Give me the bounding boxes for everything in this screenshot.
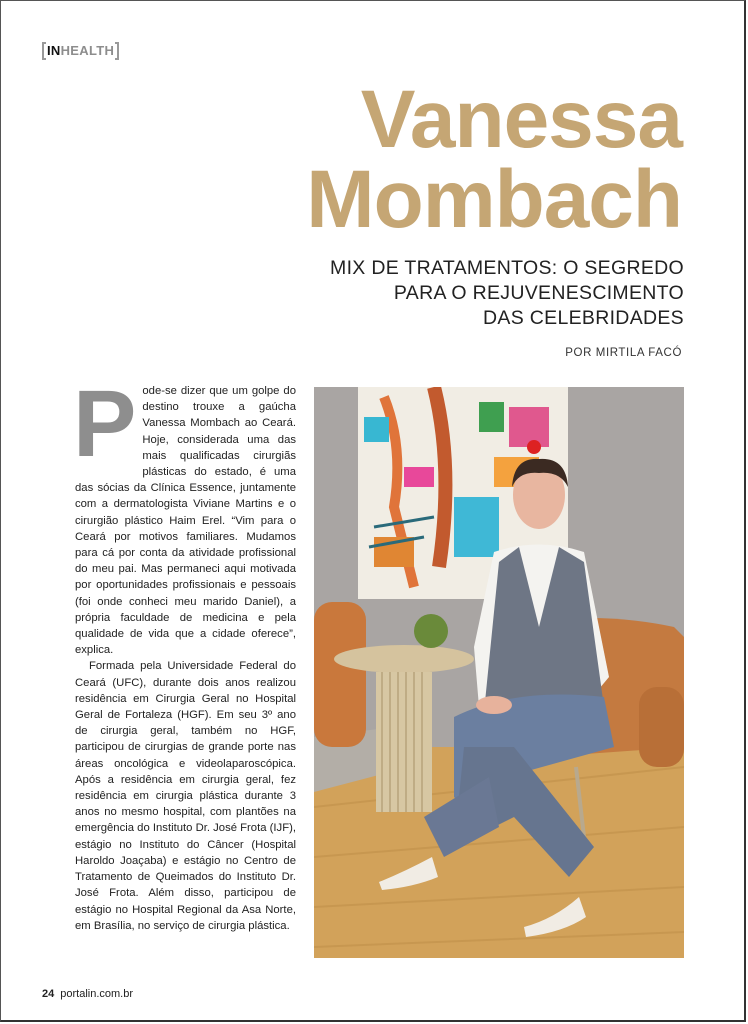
byline: POR MIRTILA FACÓ: [565, 347, 682, 359]
subtitle-line-2: PARA O REJUVENESCIMENTO: [393, 282, 684, 304]
headline: [306, 74, 682, 245]
article-paragraph-2: Formada pela Universidade Federal do Ceará (UFC), durante dois anos realizou residência em Cirurgia Geral no Hospital Geral de Fortaleza (HGF). Em seu 3º ano de cirurgia geral, também no HGF, participou de cirurgias de grande porte nas áreas oncológica e videolaparoscópica. Após a residência em cirurgia geral, fez residência em cirurgia plástica durante 3 anos no mesmo hospital, com plantões na emergência do Instituto Dr. José Frota (IJF), estágio no Instituto do Câncer (Hospital Haroldo Joaçaba) e estágio no Centro de Tratamento de Queimados do Instituto Dr. José Frota. Além disso, participou de estágio no Hospital Regional da Asa Norte, em Brasília, no serviço de cirurgia plástica.: [75, 660, 297, 932]
page-footer: [42, 988, 133, 1000]
portrait-illustration: [314, 387, 684, 958]
drop-cap: P: [73, 371, 137, 477]
section-tag-bold: IN: [47, 43, 61, 58]
article-paragraph-1: ode-se dizer que um golpe do destino trouxe a gaúcha Vanessa Mombach ao Ceará. Hoje, considerada uma das mais qualificadas cirurgiãs plásticas do estado, é uma das sócias da Clínica Essence, juntamente com a dermatologista Viviane Martins e o cirurgião plástico Haim Erel. “Vim para o Ceará por motivos familiares. Mudamos para cá por conta da atividade profissional do meu pai. Mas permaneci aqui motivada por oportunidades profissionais e pessoais (foi onde conheci meu marido Daniel), a própria faculdade de medicina e pela qualidade de vida que a cidade oferece”, explica.: [75, 385, 296, 657]
section-tag: [42, 42, 119, 60]
subtitle: [330, 256, 684, 331]
subtitle-line-1: MIX DE TRATAMENTOS: O SEGREDO: [330, 257, 684, 279]
portrait-photo: [314, 387, 684, 958]
article-body: [73, 371, 297, 934]
section-tag-light: HEALTH: [60, 43, 115, 58]
headline-first-name: Vanessa: [360, 74, 682, 165]
footer-site-link[interactable]: portalin.com.br: [60, 988, 134, 1000]
page-number: 24: [42, 988, 55, 1000]
headline-last-name: Mombach: [306, 154, 682, 245]
subtitle-line-3: DAS CELEBRIDADES: [483, 307, 684, 329]
